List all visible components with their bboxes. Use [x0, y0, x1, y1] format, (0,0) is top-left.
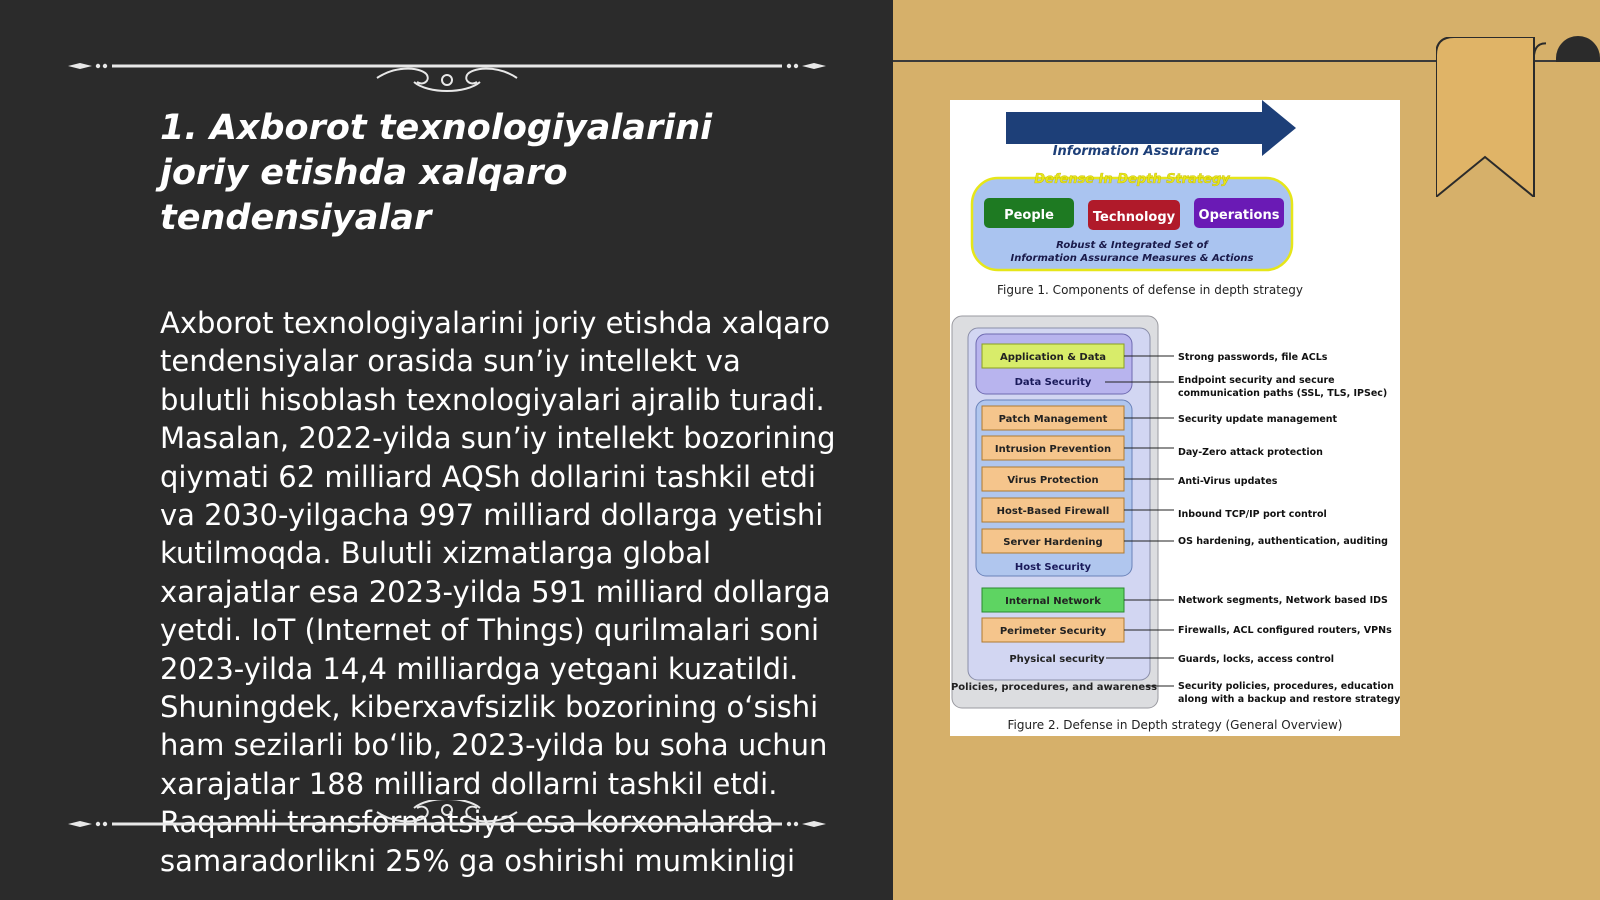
figure-1-caption: Figure 1. Components of defense in depth strategy: [996, 283, 1304, 297]
note-guards: Guards, locks, access control: [1178, 654, 1334, 665]
note-acl: Strong passwords, file ACLs: [1178, 352, 1328, 363]
defense-strategy-label: Defense In Depth Strategy: [1034, 172, 1230, 187]
note-endpoint-2: communication paths (SSL, TLS, IPSec): [1178, 388, 1388, 399]
body-paragraph: Axborot texnologiyalarini joriy etishda xalqaro tendensiyalar orasida sun’iy intellekt va bulutli hisoblash texnologiyalari ajralib turadi. Masalan, 2022-yilda sun’iy intellekt bozorining qiymati 62 milliard AQSh dollarini tashkil etdi va 2030-yilgacha 997 milliard dollarga yetishi kutilmoqda. Bulutli xizmatlarga global xarajatlar esa 2023-yilda 591 milliard dollarga yetdi. IoT (Internet of Things) qurilmalari soni 2023-yilda 14,4 milliardga yetgani kuzatildi. Shuningdek, kiberxavfsizlik bozorining o‘sishi ham sezilarli bo‘lib, 2023-yilda bu soha uchun xarajatlar 188 milliard dollarni tashkil etdi. Raqamli transformatsiya esa korxonalarda samaradorlikni 25% ga oshirishi mumkinligi: [160, 306, 836, 878]
internal-network-label: Internal Network: [1005, 596, 1101, 607]
note-firewalls: Firewalls, ACL configured routers, VPNs: [1178, 625, 1392, 636]
host-security-label: Host Security: [1014, 562, 1092, 573]
note-dayzero: Day-Zero attack protection: [1178, 447, 1323, 458]
note-os: OS hardening, authentication, auditing: [1178, 536, 1388, 547]
note-endpoint-1: Endpoint security and secure: [1178, 375, 1335, 386]
patch-management-label: Patch Management: [998, 414, 1108, 425]
virus-protection-label: Virus Protection: [1007, 475, 1099, 486]
server-hardening-label: Server Hardening: [1003, 537, 1103, 548]
physical-security-label: Physical security: [1009, 654, 1105, 665]
bookmark-tab-shape: [1556, 36, 1600, 62]
bookmark-icon: [1436, 37, 1546, 197]
bottom-ornament-divider: [68, 800, 826, 850]
operations-label: Operations: [1198, 208, 1280, 223]
host-firewall-label: Host-Based Firewall: [996, 506, 1110, 517]
figure-2-caption: Figure 2. Defense in Depth strategy (General Overview): [1007, 718, 1343, 732]
note-policies-1: Security policies, procedures, education: [1178, 681, 1394, 692]
note-network: Network segments, Network based IDS: [1178, 595, 1388, 606]
data-security-label: Data Security: [1014, 377, 1092, 388]
slide-title: 1. Axborot texnologiyalarini joriy etishda xalqaro tendensiyalar: [160, 108, 713, 238]
note-tcp: Inbound TCP/IP port control: [1178, 509, 1327, 520]
policies-label: Policies, procedures, and awareness: [950, 682, 1158, 693]
robust-line-1: Robust & Integrated Set of: [1056, 240, 1208, 251]
people-label: People: [1004, 208, 1054, 223]
note-antivirus: Anti-Virus updates: [1178, 476, 1278, 487]
robust-line-2: Information Assurance Measures & Actions: [1010, 253, 1254, 264]
note-update: Security update management: [1178, 414, 1338, 425]
defense-in-depth-figure: [950, 100, 1400, 736]
perimeter-security-label: Perimeter Security: [999, 626, 1107, 637]
application-data-label: Application & Data: [999, 352, 1107, 363]
intrusion-prevention-label: Intrusion Prevention: [994, 444, 1112, 455]
top-ornament-divider: [68, 42, 826, 92]
note-policies-2: along with a backup and restore strategy: [1178, 694, 1400, 705]
information-assurance-label: Information Assurance: [1052, 144, 1220, 159]
technology-label: Technology: [1092, 210, 1176, 225]
